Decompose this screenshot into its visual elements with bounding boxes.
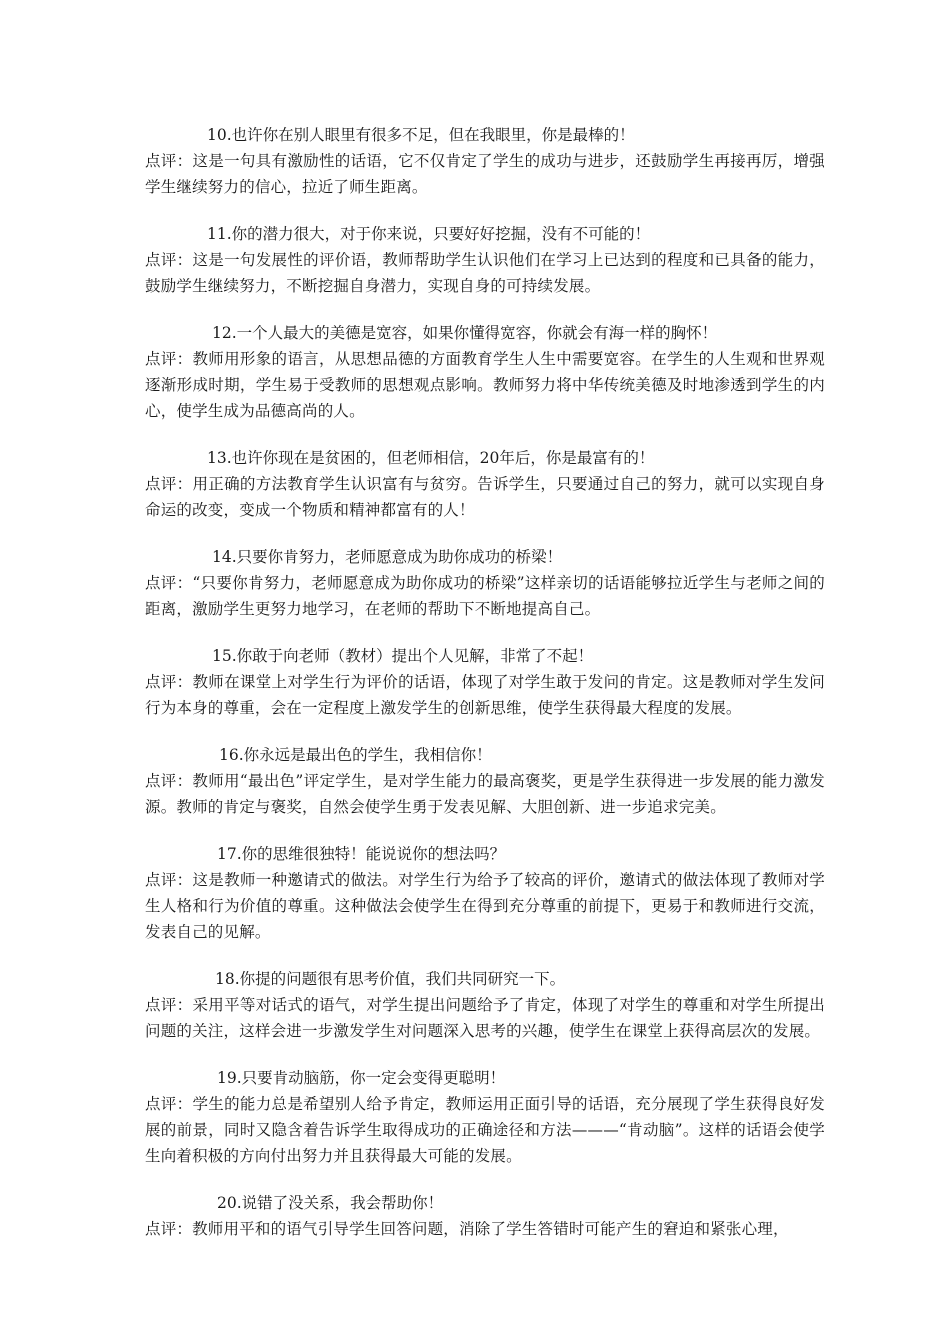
entry-14 <box>145 544 825 622</box>
entry-16 <box>145 742 825 820</box>
entry-17 <box>145 841 825 945</box>
entry-title: 13.也许你现在是贫困的，但老师相信，20年后，你是最富有的！ <box>207 449 655 467</box>
entry-title: 15.你敢于向老师（教材）提出个人见解，非常了不起！ <box>212 647 594 665</box>
entry-comment: 点评：教师用平和的语气引导学生回答问题，消除了学生答错时可能产生的窘迫和紧张心理， <box>145 1220 789 1238</box>
entry-title: 14.只要你肯努力，老师愿意成为助你成功的桥梁！ <box>212 548 563 566</box>
entry-comment: 点评：教师用形象的语言，从思想品德的方面教育学生人生中需要宽容。在学生的人生观和世界观逐渐形成时期，学生易于受教师的思想观点影响。教师努力将中华传统美德及时地渗透到学生的内心，使学生成为品德高尚的人。 <box>145 350 825 420</box>
document-page <box>145 122 825 1263</box>
entry-comment: 点评：教师用“最出色”评定学生，是对学生能力的最高褒奖，更是学生获得进一步发展的能力激发源。教师的肯定与褒奖，自然会使学生勇于发表见解、大胆创新、进一步追求完美。 <box>145 772 825 816</box>
entry-18 <box>145 966 825 1044</box>
entry-comment: 点评：教师在课堂上对学生行为评价的话语，体现了对学生敢于发问的肯定。这是教师对学生发问行为本身的尊重，会在一定程度上激发学生的创新思维，使学生获得最大程度的发展。 <box>145 673 825 717</box>
entry-title: 11.你的潜力很大，对于你来说，只要好好挖掘，没有不可能的！ <box>207 225 651 243</box>
entry-12 <box>145 320 825 424</box>
entry-13 <box>145 445 825 523</box>
entry-15 <box>145 643 825 721</box>
entry-title: 10.也许你在别人眼里有很多不足，但在我眼里，你是最棒的！ <box>207 126 635 144</box>
entry-20 <box>145 1190 825 1242</box>
entry-title: 20.说错了没关系，我会帮助你！ <box>217 1194 444 1212</box>
entry-comment: 点评：“只要你肯努力，老师愿意成为助你成功的桥梁”这样亲切的话语能够拉近学生与老师之间的距离，激励学生更努力地学习，在老师的帮助下不断地提高自己。 <box>145 574 825 618</box>
entry-title: 12.一个人最大的美德是宽容，如果你懂得宽容，你就会有海一样的胸怀！ <box>212 324 718 342</box>
entry-comment: 点评：用正确的方法教育学生认识富有与贫穷。告诉学生，只要通过自己的努力，就可以实现自身命运的改变，变成一个物质和精神都富有的人！ <box>145 475 825 519</box>
entry-title: 19.只要肯动脑筋，你一定会变得更聪明！ <box>217 1069 506 1087</box>
entry-comment: 点评：这是教师一种邀请式的做法。对学生行为给予了较高的评价，邀请式的做法体现了教师对学生人格和行为价值的尊重。这种做法会使学生在得到充分尊重的前提下，更易于和教师进行交流，发表自己的见解。 <box>145 871 825 941</box>
entry-title: 18.你提的问题很有思考价值，我们共同研究一下。 <box>215 970 566 988</box>
entry-comment: 点评：采用平等对话式的语气，对学生提出问题给予了肯定，体现了对学生的尊重和对学生所提出问题的关注，这样会进一步激发学生对问题深入思考的兴趣，使学生在课堂上获得高层次的发展。 <box>145 996 825 1040</box>
entry-title: 17.你的思维很独特！能说说你的想法吗？ <box>217 845 506 863</box>
entry-comment: 点评：这是一句发展性的评价语，教师帮助学生认识他们在学习上已达到的程度和已具备的能力，鼓励学生继续努力，不断挖掘自身潜力，实现自身的可持续发展。 <box>145 251 825 295</box>
entry-11 <box>145 221 825 299</box>
entry-comment: 点评：学生的能力总是希望别人给予肯定，教师运用正面引导的话语，充分展现了学生获得良好发展的前景，同时又隐含着告诉学生取得成功的正确途径和方法———“肯动脑”。这样的话语会使学生向着积极的方向付出努力并且获得最大可能的发展。 <box>145 1095 825 1165</box>
entry-title: 16.你永远是最出色的学生，我相信你！ <box>219 746 492 764</box>
entry-comment: 点评：这是一句具有激励性的话语，它不仅肯定了学生的成功与进步，还鼓励学生再接再厉，增强学生继续努力的信心，拉近了师生距离。 <box>145 152 825 196</box>
entry-10 <box>145 122 825 200</box>
entry-19 <box>145 1065 825 1169</box>
